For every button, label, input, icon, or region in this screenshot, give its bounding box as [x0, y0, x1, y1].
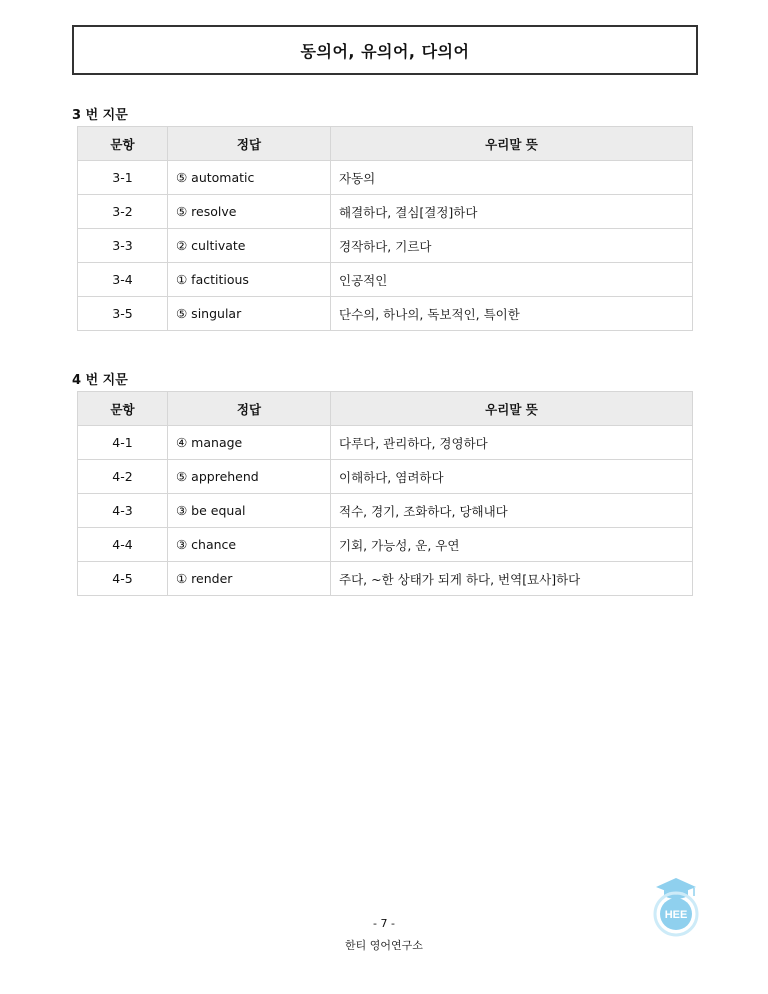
column-header-answer: 정답 [168, 392, 331, 426]
answer-cell: ④ manage [168, 426, 331, 460]
answer-cell: ③ chance [168, 528, 331, 562]
table-row [78, 460, 693, 494]
section-label-4: 4 번 지문 [72, 373, 128, 388]
table-row [78, 528, 693, 562]
page-number: - 7 - [373, 917, 395, 930]
item-number: 4-3 [78, 494, 168, 528]
item-number: 4-2 [78, 460, 168, 494]
meaning-cell: 해결하다, 결심[결정]하다 [331, 195, 693, 229]
document-title-box [72, 25, 698, 75]
item-number: 3-3 [78, 229, 168, 263]
table-row [78, 161, 693, 195]
document-title: 동의어, 유의어, 다의어 [300, 41, 470, 61]
footer-organization: 한티 영어연구소 [345, 939, 423, 952]
item-number: 4-1 [78, 426, 168, 460]
graduation-cap-icon [656, 878, 696, 899]
item-number: 3-2 [78, 195, 168, 229]
column-header-answer: 정답 [168, 127, 331, 161]
meaning-cell: 기회, 가능성, 운, 우연 [331, 528, 693, 562]
meaning-cell: 단수의, 하나의, 독보적인, 특이한 [331, 297, 693, 331]
meaning-cell: 다루다, 관리하다, 경영하다 [331, 426, 693, 460]
meaning-cell: 자동의 [331, 161, 693, 195]
table-row [78, 263, 693, 297]
answer-cell: ② cultivate [168, 229, 331, 263]
column-header-meaning: 우리말 뜻 [331, 392, 693, 426]
item-number: 3-5 [78, 297, 168, 331]
item-number: 3-4 [78, 263, 168, 297]
column-header-item: 문항 [78, 392, 168, 426]
column-header-item: 문항 [78, 127, 168, 161]
table-row [78, 562, 693, 596]
table-header-row [78, 392, 693, 426]
meaning-cell: 이해하다, 염려하다 [331, 460, 693, 494]
item-number: 4-5 [78, 562, 168, 596]
meaning-cell: 인공적인 [331, 263, 693, 297]
item-number: 4-4 [78, 528, 168, 562]
answer-cell: ⑤ resolve [168, 195, 331, 229]
section-label-3: 3 번 지문 [72, 108, 128, 123]
table-row [78, 229, 693, 263]
answer-table-3 [77, 126, 693, 331]
table-header-row [78, 127, 693, 161]
answer-cell: ① render [168, 562, 331, 596]
meaning-cell: 적수, 경기, 조화하다, 당해내다 [331, 494, 693, 528]
answer-table-4 [77, 391, 693, 596]
answer-cell: ① factitious [168, 263, 331, 297]
logo-text: HEE [664, 909, 688, 921]
answer-cell: ⑤ automatic [168, 161, 331, 195]
table-row [78, 494, 693, 528]
table-row [78, 297, 693, 331]
table-row [78, 426, 693, 460]
item-number: 3-1 [78, 161, 168, 195]
answer-cell: ⑤ singular [168, 297, 331, 331]
column-header-meaning: 우리말 뜻 [331, 127, 693, 161]
table-row [78, 195, 693, 229]
meaning-cell: 경작하다, 기르다 [331, 229, 693, 263]
answer-cell: ③ be equal [168, 494, 331, 528]
answer-cell: ⑤ apprehend [168, 460, 331, 494]
meaning-cell: 주다, ~한 상태가 되게 하다, 번역[묘사]하다 [331, 562, 693, 596]
